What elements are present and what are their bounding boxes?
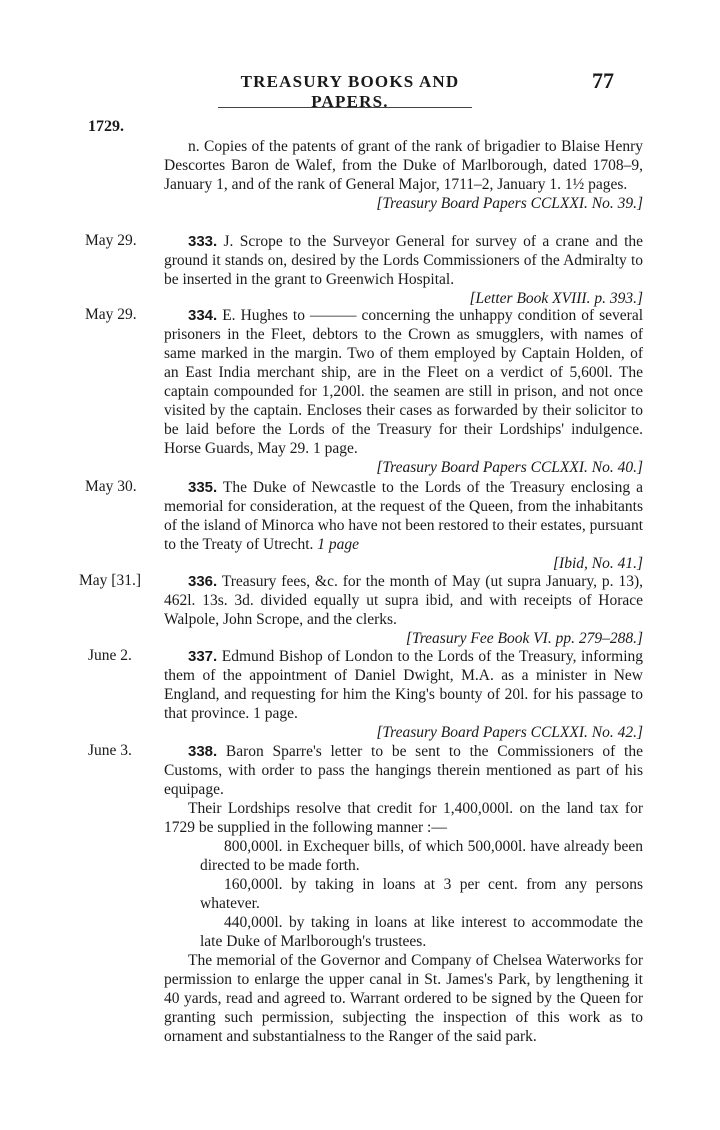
entry-number: 333. [188,233,218,250]
entry-text: E. Hughes to ——— concerning the unhappy condition of several prisoners in the Fleet, debtors to the Crown as smugglers, with names of same marked in the margin. Two of them employed by Captain Holden, of an East India merchant ship, are in the Fleet on a verdict of 5,600l. The captain compounded for 1,200l. the seamen are still in prison, and not once visited by the captain. Encloses their cases as forwarded by their solicitor to be laid before the Lords of the Treasury for their Lordships' indulgence. Horse Guards, May 29. 1 page. [164,307,644,457]
entry-reference: [Ibid, No. 41.] [553,555,643,572]
entry-number: 336. [188,573,218,590]
entry-body [164,478,643,573]
memorial-paragraph: The memorial of the Governor and Company of Chelsea Waterworks for permission to enlarge the upper canal in St. James's Park, by lengthening it 40 yards, read and agreed to. Warrant ordered to be signed by the Queen for granting such permission, subjecting the inspection of this work as to ornament and substantialness to the Ranger of the said park. [164,952,643,1045]
entry-text: n. Copies of the patents of grant of the rank of brigadier to Blaise Henry Descortes Baron de Walef, from the Duke of Marlborough, dated 1708–9, January 1, and of the rank of General Major, 1711–2, January 1. 1½ pages. [164,138,643,193]
entry-body [164,306,643,477]
list-item: 440,000l. by taking in loans at like interest to accommodate the late Duke of Marlborough's trustees. [200,914,643,950]
entry-number: 334. [188,307,218,324]
running-title: TREASURY BOOKS AND PAPERS. [240,72,460,111]
entry-reference: [Letter Book XVIII. p. 393.] [469,290,643,307]
entry-number: 338. [188,743,218,760]
page-header [0,68,720,111]
entry-date: June 2. [88,647,132,664]
entry-reference: [Treasury Board Papers CCLXXI. No. 40.] [376,459,643,476]
list-item: 160,000l. by taking in loans at 3 per cent. from any persons whatever. [200,876,643,912]
entry-body [164,137,643,213]
page-number: 77 [592,68,614,93]
entry-text: The Duke of Newcastle to the Lords of the Treasury enclosing a memorial for consideration, at the request of the Queen, from the inhabitants of the island of Minorca who have not been restored to their estates, pursuant to the Treaty of Utrecht. [164,479,643,553]
entry-reference: [Treasury Board Papers CCLXXI. No. 42.] [376,724,643,741]
entry-date: June 3. [88,742,132,759]
entry-reference: [Treasury Board Papers CCLXXI. No. 39.] [376,195,643,212]
resolution-paragraph: Their Lordships resolve that credit for 1,400,000l. on the land tax for 1729 be supplied in the following manner :— [164,800,643,836]
entry-body [164,742,643,1046]
year-label: 1729. [88,118,124,135]
entry-pages: 1 page [317,536,360,553]
entry-number: 335. [188,479,218,496]
entry-body [164,232,643,308]
entry-text: Edmund Bishop of London to the Lords of the Treasury, informing them of the appointment of Daniel Dwight, M.A. as a minister in New England, and requesting for him the King's bounty of 20l. for his passage to that province. 1 page. [164,648,644,722]
list-item: 800,000l. in Exchequer bills, of which 500,000l. have already been directed to be made forth. [200,838,643,874]
entry-text: Baron Sparre's letter to be sent to the Commissioners of the Customs, with order to pass the hangings therein mentioned as part of his equipage. [164,743,643,798]
entry-body [164,647,643,742]
entry-text: Treasury fees, &c. for the month of May (ut supra January, p. 13), 462l. 13s. 3d. divided equally ut supra ibid, and with receipts of Horace Walpole, John Scrope, and the clerks. [164,573,643,628]
entry-reference: [Treasury Fee Book VI. pp. 279–288.] [405,630,643,647]
entry-date: May 29. [85,306,137,323]
entry-date: May 30. [85,478,137,495]
entry-number: 337. [188,648,218,665]
entry-body [164,572,643,648]
entry-date: May [31.] [79,572,141,589]
header-rule [218,107,472,108]
entry-date: May 29. [85,232,137,249]
entry-text: J. Scrope to the Surveyor General for survey of a crane and the ground it stands on, desired by the Lords Commissioners of the Admiralty to be inserted in the grant to Greenwich Hospital. [164,233,644,288]
